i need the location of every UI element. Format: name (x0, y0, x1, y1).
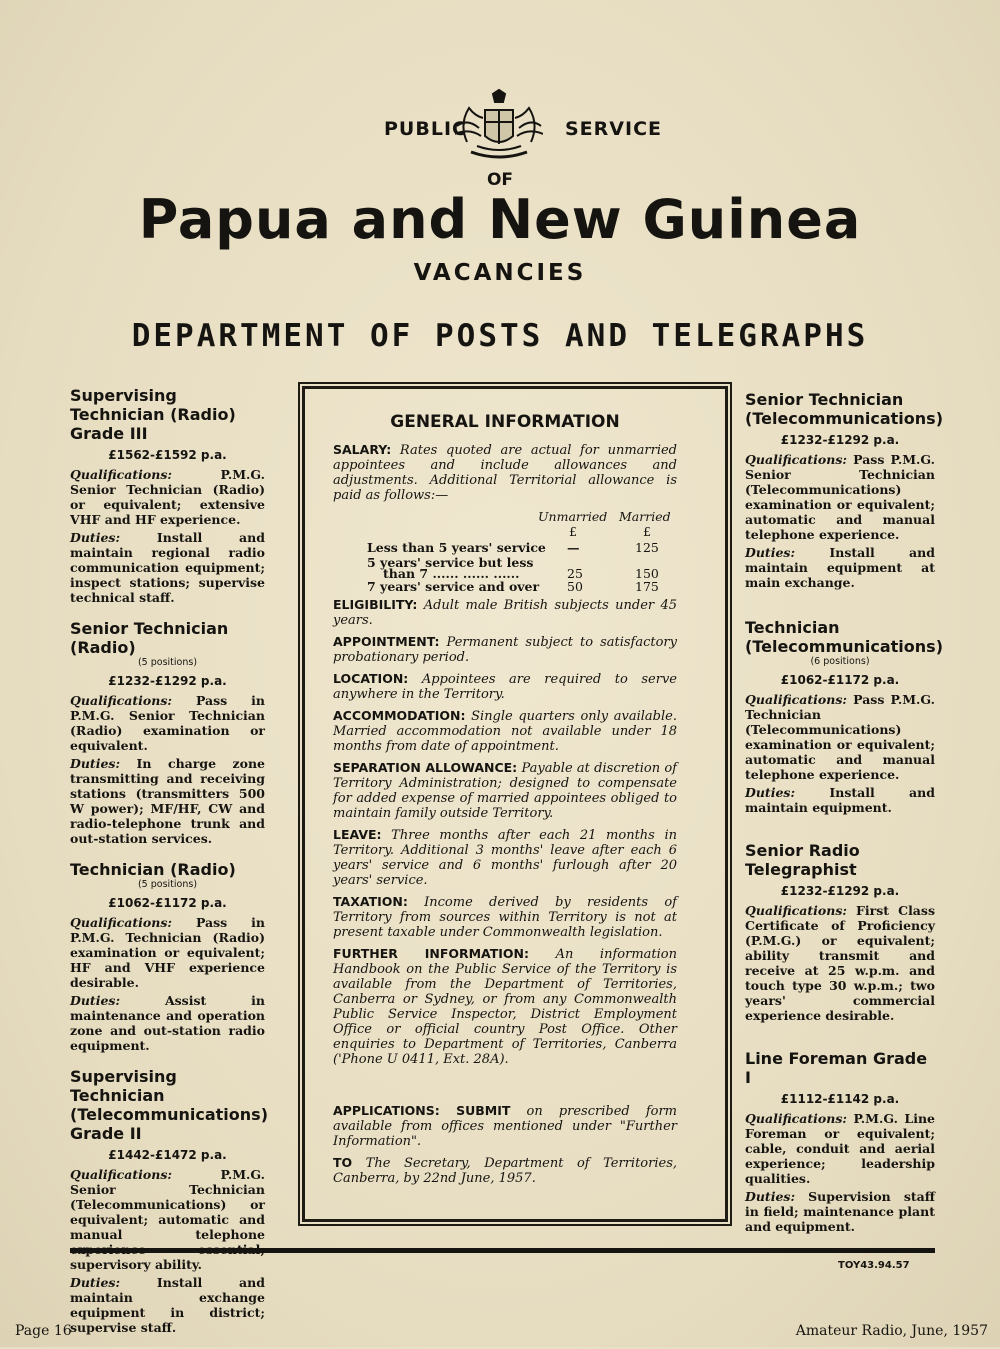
info-section (333, 946, 677, 1067)
salary-paragraph (333, 442, 677, 503)
duties-text: Assist in maintenance and operation zone and out-station radio equipment. (70, 993, 265, 1053)
info-section (333, 894, 677, 940)
job-salary: £1062-£1172 p.a. (780, 673, 900, 687)
page-number: Page 16 (15, 1323, 72, 1339)
section-label: TAXATION: (333, 894, 408, 909)
section-text: Single quarters only available. Married accommodation not available under 18 months from date of appointment. (333, 709, 677, 754)
info-section (333, 671, 677, 702)
duties-label: Duties: (70, 756, 121, 771)
section-text: Three months after each 21 months in Territory. Additional 3 months' leave after each 6 years' service and 6 months' furlough after 20 years' service. (333, 828, 677, 888)
qualifications-label: Qualifications: (70, 693, 172, 708)
right-column (745, 390, 944, 1248)
duties-label: Duties: (70, 993, 121, 1008)
job-listing (70, 619, 265, 846)
applications-text: on prescribed form available from offices mentioned under "Further Information". (333, 1104, 677, 1149)
job-title: Senior Technician (Radio) (70, 619, 229, 657)
job-positions: (5 positions) (137, 879, 198, 890)
vacancies-heading: VACANCIES (413, 260, 587, 286)
job-title: Technician (Radio) (70, 860, 236, 879)
duties-text: Install and maintain exchange equipment in district; supervise staff. (70, 1275, 265, 1335)
section-label: LEAVE: (333, 827, 382, 842)
job-qualifications (745, 692, 935, 782)
qualifications-text: Pass P.M.G. Senior Technician (Telecommunications) examination or equivalent; automatic and manual telephone experience. (745, 452, 935, 542)
job-duties (745, 1189, 935, 1234)
duties-label: Duties: (745, 545, 796, 560)
section-label: FURTHER INFORMATION: (333, 946, 530, 961)
qualifications-text: Pass P.M.G. Technician (Telecommunications) examination or equivalent; automatic and manual telephone experience. (745, 692, 935, 782)
job-salary: £1232-£1292 p.a. (780, 433, 900, 447)
qualifications-label: Qualifications: (745, 692, 847, 707)
table-row-label: Less than 5 years' service (367, 540, 546, 555)
submit-to-text: The Secretary, Department of Territories, Canberra, by 22nd June, 1957. (333, 1156, 677, 1186)
applications-paragraph (333, 1093, 677, 1149)
info-section (333, 708, 677, 754)
job-qualifications (70, 1167, 265, 1272)
section-text: Adult male British subjects under 45 years. (333, 598, 677, 628)
table-cell-married: 150 (635, 566, 659, 581)
job-duties (745, 785, 935, 815)
job-qualifications (745, 1111, 935, 1186)
job-salary: £1442-£1472 p.a. (108, 1148, 227, 1162)
general-information-box (302, 386, 728, 1222)
info-section (333, 827, 677, 888)
section-text: Appointees are required to serve anywhere in the Territory. (333, 672, 677, 702)
currency-married: £ (643, 524, 651, 539)
job-salary: £1232-£1292 p.a. (108, 674, 227, 688)
qualifications-label: Qualifications: (70, 467, 172, 482)
left-column (70, 386, 269, 1349)
qualifications-text: P.M.G. Senior Technician (Radio) or equivalent; extensive VHF and HF experience. (70, 467, 265, 527)
job-salary: £1232-£1292 p.a. (780, 884, 900, 898)
job-positions: (6 positions) (810, 656, 870, 667)
qualifications-text: First Class Certificate of Proficiency (P.M.G.) or equivalent; ability transmit and receive at 25 w.p.m. and touch type 30 w.p.m.; two years' commercial experience desirable. (745, 903, 935, 1023)
salary-text: Rates quoted are actual for unmarried appointees and include allowances and adjustments. Additional Territorial allowance is paid as follows:— (333, 443, 677, 503)
allowance-table (333, 509, 677, 594)
job-listing (70, 1067, 269, 1335)
qualifications-text: P.M.G. Senior Technician (Telecommunications) or equivalent; automatic and manual telephone supervisory ability. (70, 1167, 265, 1272)
job-salary: £1562-£1592 p.a. (108, 448, 227, 462)
table-row-label: 7 years' service and over (367, 579, 540, 594)
duties-text: In charge zone transmitting and receiving stations (transmitters 500 W power); MF/HF, CW and radio-telephone trunk and out-station services. (70, 756, 265, 846)
page-title: Papua and New Guinea (138, 188, 862, 251)
section-label: ELIGIBILITY: (333, 597, 418, 612)
duties-label: Duties: (745, 1189, 796, 1204)
job-qualifications (70, 693, 265, 753)
publication-footer: Amateur Radio, June, 1957 (795, 1323, 988, 1339)
section-label: SEPARATION ALLOWANCE: (333, 760, 518, 775)
duties-text: Install and maintain equipment at main exchange. (745, 545, 935, 590)
job-duties (70, 993, 265, 1053)
general-information-heading: GENERAL INFORMATION (390, 412, 620, 432)
duties-label: Duties: (745, 785, 796, 800)
qualifications-text: P.M.G. Line Foreman or equivalent; cable, conduit and aerial experience; leadership qualities. (745, 1111, 935, 1186)
job-listing (70, 860, 265, 1053)
header-public: PUBLIC (384, 118, 467, 140)
duties-label: Duties: (70, 1275, 121, 1290)
job-duties (70, 756, 265, 846)
job-title: Supervising Technician (Radio) Grade III (70, 386, 236, 443)
job-salary: £1062-£1172 p.a. (108, 896, 227, 910)
submit-to-paragraph (333, 1155, 677, 1186)
info-section (333, 760, 677, 821)
job-duties (70, 530, 265, 605)
duties-text: Supervision staff in field; maintenance plant and equipment. (745, 1189, 935, 1234)
job-listing (745, 1049, 935, 1234)
qualifications-label: Qualifications: (745, 903, 847, 918)
section-label: LOCATION: (333, 671, 409, 686)
salary-label: SALARY: (333, 442, 392, 457)
section-text: Payable at discretion of Territory Administration; designed to compensate for added expense of married appointees obliged to maintain family outside Territory. (333, 761, 677, 821)
job-title: Supervising Technician (Telecommunications) Grade II (70, 1067, 269, 1143)
table-cell-married: 175 (635, 579, 659, 594)
table-cell-unmarried: 50 (567, 579, 583, 594)
header-service: SERVICE (565, 118, 662, 140)
qualifications-label: Qualifications: (70, 1167, 172, 1182)
table-row-label-cont: than 7 ...... ...... ...... (383, 566, 520, 581)
job-qualifications (745, 452, 935, 542)
job-title: Technician (Telecommunications) (745, 618, 944, 656)
job-listing (745, 841, 935, 1023)
job-qualifications (70, 467, 265, 527)
header-of: OF (486, 170, 514, 190)
qualifications-label: Qualifications: (70, 915, 172, 930)
section-label: APPOINTMENT: (333, 634, 440, 649)
qualifications-label: Qualifications: (745, 452, 847, 467)
job-qualifications (70, 915, 265, 990)
job-listing (745, 390, 944, 590)
section-text: Permanent subject to satisfactory probationary period. (333, 635, 677, 665)
job-listing (745, 618, 944, 815)
submit-to-label: TO (333, 1155, 353, 1170)
qualifications-label: Qualifications: (745, 1111, 847, 1126)
department-heading: DEPARTMENT OF POSTS AND TELEGRAPHS (131, 318, 869, 354)
currency-unmarried: £ (569, 524, 577, 539)
job-qualifications (745, 903, 935, 1023)
table-row-label: 5 years' service but less (367, 555, 534, 570)
column-header-unmarried: Unmarried (538, 509, 608, 524)
section-text: An information Handbook on the Public Service of the Territory is available from the Department of Territories, Canberra or Sydney, or from any Commonwealth Public Service Inspector, District Employment Office or official country Post Office. Other enquiries to Department of Territories, Canberra ('Phone U 0411, Ext. 28A). (333, 947, 677, 1067)
general-information-content (333, 412, 677, 1192)
job-title: Line Foreman Grade I (745, 1049, 928, 1087)
info-section (333, 634, 677, 665)
bottom-rule (70, 1248, 935, 1253)
job-listing (70, 386, 265, 605)
info-section (333, 597, 677, 628)
table-cell-married: 125 (635, 540, 659, 555)
qualifications-text: Pass in P.M.G. Technician (Radio) examination or equivalent; HF and VHF experience desirable. (70, 915, 265, 990)
duties-label: Duties: (70, 530, 121, 545)
section-text: Income derived by residents of Territory from sources within Territory is not at present taxable under Commonwealth legislation. (333, 895, 677, 940)
job-salary: £1112-£1142 p.a. (780, 1092, 900, 1106)
job-title: Senior Technician (Telecommunications) (745, 390, 944, 428)
section-label: ACCOMMODATION: (333, 708, 466, 723)
job-positions: (5 positions) (137, 657, 198, 668)
table-cell-unmarried: — (567, 540, 580, 555)
job-title: Senior Radio Telegraphist (745, 841, 860, 879)
reference-code: TOY43.94.57 (838, 1260, 910, 1271)
qualifications-text: Pass in P.M.G. Senior Technician (Radio) examination or equivalent. (70, 693, 265, 753)
job-duties (745, 545, 935, 590)
job-duties (70, 1275, 265, 1335)
duties-text: Install and maintain regional radio communication equipment; inspect stations; supervise technical staff. (70, 530, 265, 605)
table-cell-unmarried: 25 (567, 566, 583, 581)
header-row (0, 88, 1000, 168)
column-header-married: Married (619, 509, 671, 524)
duties-text: Install and maintain equipment. (745, 785, 935, 815)
coat-of-arms-icon (455, 88, 543, 166)
applications-label: APPLICATIONS: SUBMIT (333, 1103, 511, 1118)
